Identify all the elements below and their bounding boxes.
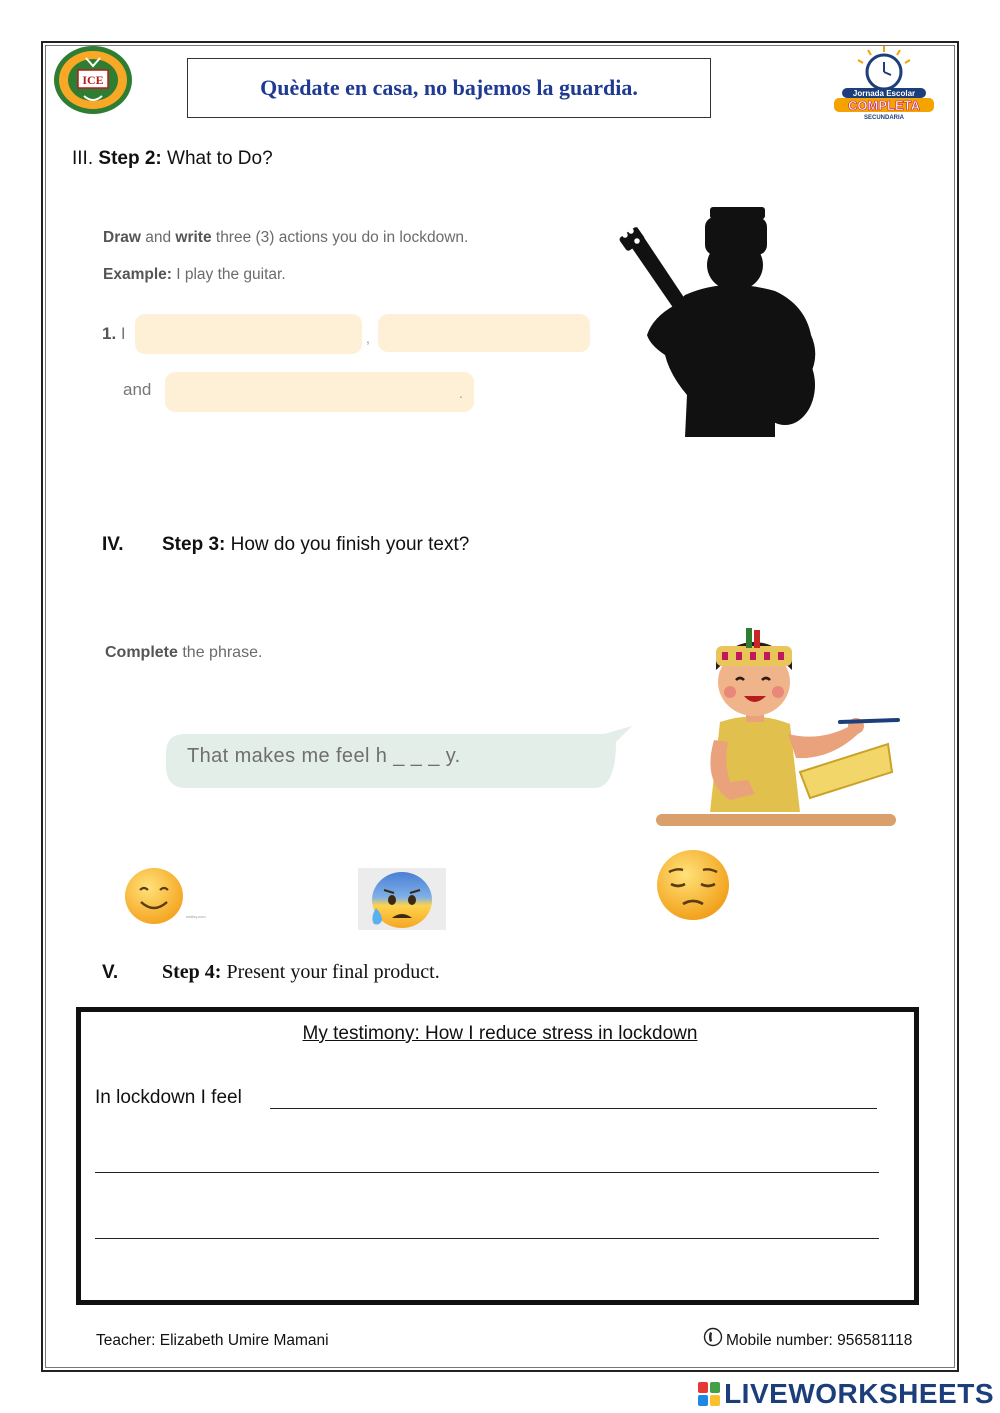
pensive-face-icon: [655, 848, 731, 922]
step4-text: Present your final product.: [226, 961, 440, 983]
step4-numeral: V.: [102, 962, 119, 983]
step2-heading: [72, 148, 273, 170]
guitar-player-silhouette-icon: [615, 205, 825, 440]
instr-phrase: the phrase.: [177, 644, 263, 661]
instr-write: write: [175, 229, 212, 246]
testimony-line2[interactable]: [95, 1172, 879, 1173]
action-input-2[interactable]: [378, 314, 590, 352]
testimony-line1-prefix: In lockdown I feel: [95, 1087, 242, 1108]
step3-heading: [102, 534, 124, 556]
school-crest-icon: [52, 44, 134, 116]
testimony-line3[interactable]: [95, 1238, 879, 1239]
step4-heading-text: [162, 961, 440, 984]
liveworksheets-grid-icon: [698, 1382, 720, 1406]
step4-label: Step 4:: [162, 961, 222, 983]
instr-and: and: [140, 229, 176, 246]
header-title-box: [187, 58, 711, 118]
teacher-name: Teacher: Elizabeth Umire Mamani: [96, 1332, 329, 1349]
step2-example: [103, 266, 286, 284]
period: .: [459, 385, 463, 401]
step3-text: How do you finish your text?: [230, 534, 470, 555]
phrase-text[interactable]: That makes me feel h _ _ _ y.: [187, 745, 461, 767]
step2-label: Step 2:: [98, 148, 162, 169]
action-input-1[interactable]: [135, 314, 362, 354]
phone-icon: [703, 1327, 723, 1347]
instr-rest: three (3) actions you do in lockdown.: [211, 229, 469, 246]
action-input-3[interactable]: [165, 372, 474, 412]
testimony-line1[interactable]: [270, 1108, 877, 1109]
testimony-title: My testimony: How I reduce stress in lockdown: [302, 1023, 698, 1044]
instr-draw: Draw: [103, 229, 141, 246]
jec-line1: Jornada Escolar: [852, 89, 916, 98]
step3-numeral: IV.: [102, 534, 124, 555]
boy-writing-illustration-icon: [650, 622, 905, 832]
example-label: Example:: [103, 266, 172, 283]
smiling-face-icon: [123, 866, 185, 926]
step3-heading-text: [162, 534, 469, 556]
testimony-box: [76, 1007, 919, 1305]
school-crest-letters: ICE: [82, 73, 104, 87]
comma: ,: [366, 330, 370, 346]
step3-label: Step 3:: [162, 534, 226, 555]
jec-line2: COMPLETA: [848, 98, 920, 113]
complete-word: Complete: [105, 644, 178, 661]
step2-instruction: [103, 229, 468, 247]
mobile-number: Mobile number: 956581118: [726, 1332, 913, 1349]
item-start: I: [120, 324, 126, 343]
jec-line3: SECUNDARIA: [863, 115, 905, 120]
step4-heading: [102, 962, 118, 984]
clock-badge-icon: [828, 44, 940, 120]
emoji-credit: smiley.com: [186, 914, 206, 919]
anxious-face-icon: [358, 868, 446, 930]
example-text: I play the guitar.: [171, 266, 286, 283]
and-word: and: [123, 380, 152, 399]
header-title: Quèdate en casa, no bajemos la guardia.: [260, 75, 638, 100]
step3-instruction: [105, 644, 262, 662]
liveworksheets-text: LIVEWORKSHEETS: [724, 1378, 994, 1409]
step2-text: What to Do?: [167, 148, 273, 169]
liveworksheets-logo[interactable]: [698, 1378, 994, 1410]
step2-numeral: III.: [72, 148, 94, 169]
item-number: 1. I: [102, 324, 126, 343]
